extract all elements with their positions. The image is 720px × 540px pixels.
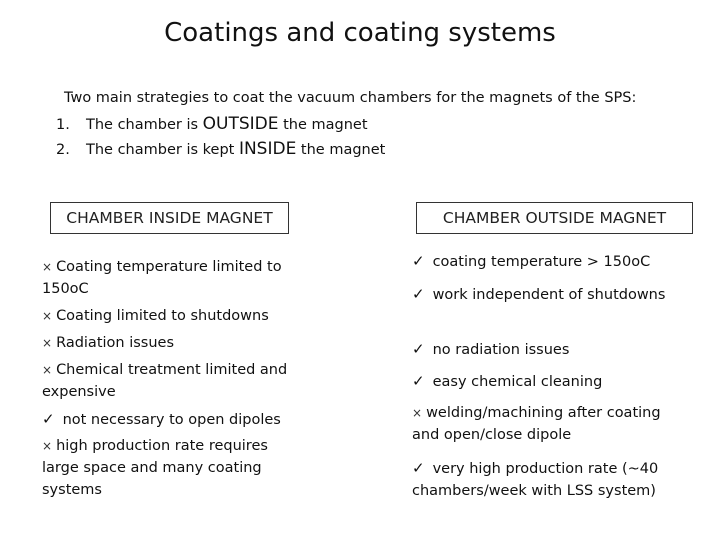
item-text: welding/machining after coating and open/close dipole bbox=[412, 405, 661, 443]
left-list-item bbox=[42, 256, 292, 300]
item-text: easy chemical cleaning bbox=[432, 374, 603, 390]
right-list-item bbox=[412, 283, 692, 306]
inside-magnet-header: CHAMBER INSIDE MAGNET bbox=[50, 202, 289, 234]
strategy-item bbox=[56, 137, 385, 162]
item-text: Radiation issues bbox=[56, 335, 175, 351]
cross-icon: × bbox=[42, 439, 53, 453]
strategy-keyword: OUTSIDE bbox=[202, 114, 279, 134]
item-text: coating temperature > 150oC bbox=[432, 254, 651, 270]
strategy-text: the magnet bbox=[278, 117, 368, 133]
item-text: work independent of shutdowns bbox=[432, 287, 666, 303]
item-text: Chemical treatment limited and expensive bbox=[42, 362, 288, 400]
item-text: not necessary to open dipoles bbox=[62, 412, 281, 428]
cross-icon: × bbox=[42, 309, 53, 323]
strategy-number: 2. bbox=[56, 142, 70, 158]
left-list-item bbox=[42, 359, 292, 403]
left-list-item bbox=[42, 435, 292, 501]
left-list-item bbox=[42, 332, 292, 354]
right-list-item bbox=[412, 457, 692, 502]
strategy-list bbox=[56, 112, 385, 162]
check-icon: ✓ bbox=[412, 252, 425, 270]
slide-title: Coatings and coating systems bbox=[164, 18, 556, 48]
strategy-item bbox=[56, 112, 385, 137]
strategy-number: 1. bbox=[56, 117, 70, 133]
strategy-text: The chamber is kept bbox=[86, 142, 239, 158]
right-list-item bbox=[412, 338, 692, 361]
cross-icon: × bbox=[42, 260, 53, 274]
cross-icon: × bbox=[412, 406, 423, 420]
left-list-item bbox=[42, 305, 292, 327]
right-list-item bbox=[412, 250, 692, 273]
cross-icon: × bbox=[42, 336, 53, 350]
cross-icon: × bbox=[42, 363, 53, 377]
intro-text: Two main strategies to coat the vacuum chambers for the magnets of the SPS: bbox=[64, 90, 637, 106]
check-icon: ✓ bbox=[42, 410, 55, 428]
item-text: Coating limited to shutdowns bbox=[56, 308, 269, 324]
check-icon: ✓ bbox=[412, 459, 425, 477]
check-icon: ✓ bbox=[412, 372, 425, 390]
outside-magnet-header: CHAMBER OUTSIDE MAGNET bbox=[416, 202, 693, 234]
check-icon: ✓ bbox=[412, 340, 425, 358]
strategy-keyword: INSIDE bbox=[238, 139, 297, 159]
check-icon: ✓ bbox=[412, 285, 425, 303]
item-text: very high production rate (~40 chambers/week with LSS system) bbox=[412, 461, 659, 499]
item-text: high production rate requires large space and many coating systems bbox=[42, 438, 268, 498]
right-list-item bbox=[412, 402, 692, 446]
strategy-text: the magnet bbox=[296, 142, 386, 158]
left-list-item bbox=[42, 408, 292, 431]
item-text: Coating temperature limited to 150oC bbox=[42, 259, 282, 297]
right-list-item bbox=[412, 370, 692, 393]
item-text: no radiation issues bbox=[432, 342, 570, 358]
strategy-text: The chamber is bbox=[86, 117, 203, 133]
